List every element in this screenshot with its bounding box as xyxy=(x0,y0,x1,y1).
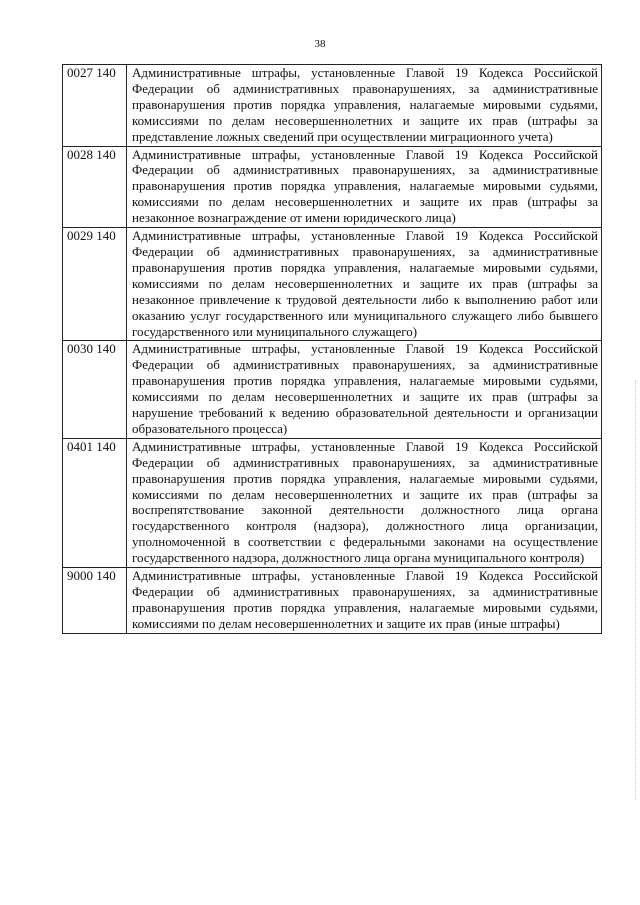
row-code: 0030 140 xyxy=(63,341,127,438)
page-number: 38 xyxy=(314,38,326,50)
table-row xyxy=(63,341,602,438)
scan-edge-mark xyxy=(635,380,640,800)
row-description: Административные штрафы, установленные Главой 19 Кодекса Российской Федерации об административных правонарушениях, за административные правонарушения против порядка управления, налагаемые мировыми судьями, комиссиями по делам несовершеннолетних и защите их прав (штрафы за незаконное вознаграждение от имени юридического лица) xyxy=(127,146,602,228)
row-code: 0029 140 xyxy=(63,228,127,341)
row-description: Административные штрафы, установленные Главой 19 Кодекса Российской Федерации об административных правонарушениях, за административные правонарушения против порядка управления, налагаемые мировыми судьями, комиссиями по делам несовершеннолетних и защите их прав (иные штрафы) xyxy=(127,568,602,634)
row-code: 0027 140 xyxy=(63,65,127,147)
row-description: Административные штрафы, установленные Главой 19 Кодекса Российской Федерации об административных правонарушениях, за административные правонарушения против порядка управления, налагаемые мировыми судьями, комиссиями по делам несовершеннолетних и защите их прав (штрафы за представление ложных сведений при осуществлении миграционного учета) xyxy=(127,65,602,147)
row-description: Административные штрафы, установленные Главой 19 Кодекса Российской Федерации об административных правонарушениях, за административные правонарушения против порядка управления, налагаемые мировыми судьями, комиссиями по делам несовершеннолетних и защите их прав (штрафы за нарушение требований к ведению образовательной деятельности и организации образовательного процесса) xyxy=(127,341,602,438)
table-row xyxy=(63,438,602,567)
table-row xyxy=(63,228,602,341)
table-row xyxy=(63,146,602,228)
row-code: 0401 140 xyxy=(63,438,127,567)
table-row xyxy=(63,65,602,147)
budget-code-table xyxy=(62,64,602,634)
row-description: Административные штрафы, установленные Главой 19 Кодекса Российской Федерации об административных правонарушениях, за административные правонарушения против порядка управления, налагаемые мировыми судьями, комиссиями по делам несовершеннолетних и защите их прав (штрафы за незаконное привлечение к трудовой деятельности либо к выполнению работ или оказанию услуг государственного или муниципального служащего либо бывшего государственного или муниципального служащего) xyxy=(127,228,602,341)
row-code: 0028 140 xyxy=(63,146,127,228)
row-code: 9000 140 xyxy=(63,568,127,634)
table-row xyxy=(63,568,602,634)
row-description: Административные штрафы, установленные Главой 19 Кодекса Российской Федерации об административных правонарушениях, за административные правонарушения против порядка управления, налагаемые мировыми судьями, комиссиями по делам несовершеннолетних и защите их прав (штрафы за воспрепятствование законной деятельности должностного лица органа государственного контроля (надзора), должностного лица организации, уполномоченной в соответствии с федеральными законами на осуществление государственного надзора, должностного лица органа муниципального контроля) xyxy=(127,438,602,567)
